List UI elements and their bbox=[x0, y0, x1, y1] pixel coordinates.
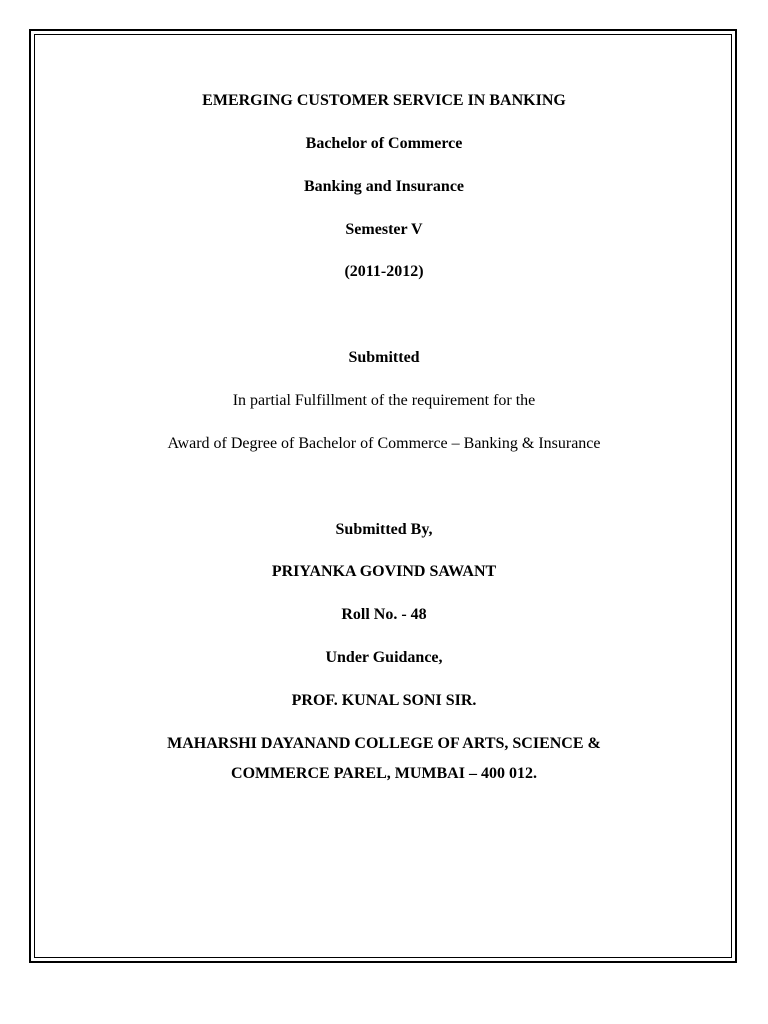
degree-name: Bachelor of Commerce bbox=[305, 135, 463, 152]
fulfillment-line-2: Award of Degree of Bachelor of Commerce – Banking & Insurance bbox=[167, 435, 601, 452]
page-border-inner bbox=[34, 34, 732, 958]
college-name-line-1: MAHARSHI DAYANAND COLLEGE OF ARTS, SCIENCE & bbox=[167, 735, 601, 752]
submitted-by-label: Submitted By, bbox=[335, 521, 433, 538]
fulfillment-line-1: In partial Fulfillment of the requirement for the bbox=[232, 392, 536, 409]
project-title: EMERGING CUSTOMER SERVICE IN BANKING bbox=[202, 92, 566, 109]
college-name-line-2: COMMERCE PAREL, MUMBAI – 400 012. bbox=[231, 765, 537, 782]
guidance-label: Under Guidance, bbox=[325, 649, 443, 666]
guide-name: PROF. KUNAL SONI SIR. bbox=[291, 692, 477, 709]
student-name: PRIYANKA GOVIND SAWANT bbox=[271, 563, 497, 580]
submitted-heading: Submitted bbox=[348, 349, 420, 366]
academic-year: (2011-2012) bbox=[344, 263, 424, 280]
semester: Semester V bbox=[345, 221, 423, 238]
roll-number: Roll No. - 48 bbox=[341, 606, 427, 623]
specialization: Banking and Insurance bbox=[303, 178, 465, 195]
